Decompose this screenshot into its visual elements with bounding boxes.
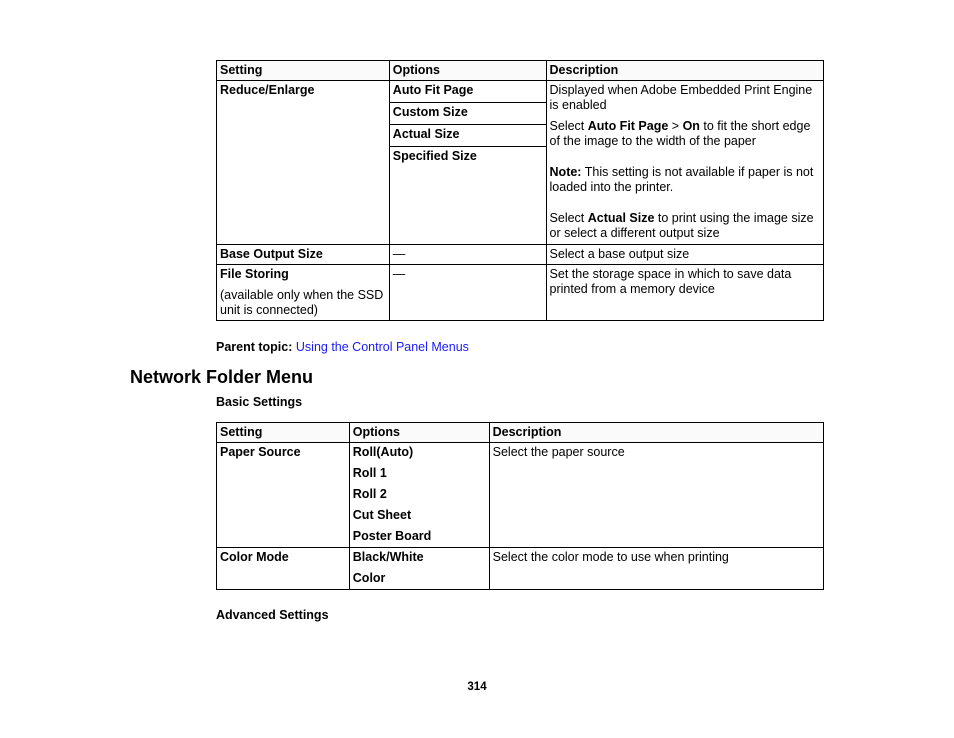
- header-description: Description: [546, 61, 823, 81]
- page-number: 314: [467, 681, 487, 693]
- header-options: Options: [349, 423, 489, 443]
- settings-table-2: [216, 422, 824, 590]
- description-text: Select Auto Fit Page > On to fit the short edge of the image to the width of the paper: [549, 119, 811, 148]
- description-base-output-size: Select a base output size: [546, 245, 823, 265]
- parent-topic: [216, 340, 469, 354]
- setting-paper-source: Paper Source: [217, 443, 350, 548]
- header-description: Description: [489, 423, 823, 443]
- header-setting: Setting: [217, 61, 390, 81]
- table-header-row: [217, 61, 824, 81]
- option-item: Roll 2: [352, 487, 387, 501]
- subheading-basic-settings: Basic Settings: [216, 395, 303, 409]
- parent-topic-label: Parent topic:: [216, 340, 293, 354]
- option-item: Poster Board: [352, 529, 432, 543]
- subheading-advanced-settings: Advanced Settings: [216, 608, 329, 622]
- option-item: Cut Sheet: [352, 508, 412, 522]
- table-row: [217, 265, 824, 321]
- option-item: Roll(Auto): [352, 445, 414, 459]
- setting-reduce-enlarge: Reduce/Enlarge: [217, 81, 390, 245]
- option-item: Custom Size: [390, 103, 546, 125]
- section-heading: Network Folder Menu: [130, 367, 314, 387]
- option-item: Black/White: [352, 550, 424, 564]
- option-dash: —: [389, 245, 546, 265]
- option-item: Specified Size: [392, 149, 477, 163]
- description-text: Select Actual Size to print using the image size or select a different output size: [549, 211, 814, 240]
- header-setting: Setting: [217, 423, 350, 443]
- setting-base-output-size: Base Output Size: [217, 245, 390, 265]
- table-row: [217, 245, 824, 265]
- parent-topic-link[interactable]: Using the Control Panel Menus: [295, 340, 469, 354]
- options-paper-source: [349, 443, 489, 548]
- description-color-mode: Select the color mode to use when printing: [489, 548, 823, 590]
- description-reduce-enlarge: [546, 81, 823, 245]
- table-row: [217, 81, 824, 245]
- note-text: Note: This setting is not available if paper is not loaded into the printer.: [549, 165, 814, 194]
- description-file-storing: Set the storage space in which to save data printed from a memory device: [546, 265, 823, 321]
- option-item: Auto Fit Page: [390, 81, 546, 103]
- description-text: Displayed when Adobe Embedded Print Engine is enabled: [549, 83, 813, 112]
- description-paper-source: Select the paper source: [489, 443, 823, 548]
- table-row: [217, 443, 824, 548]
- options-reduce-enlarge: [389, 81, 546, 245]
- option-item: Actual Size: [390, 125, 546, 147]
- option-dash: —: [389, 265, 546, 321]
- setting-file-storing: File Storing (available only when the SSD unit is connected): [217, 265, 390, 321]
- header-options: Options: [389, 61, 546, 81]
- settings-table-1: [216, 60, 824, 321]
- option-item: Color: [352, 571, 386, 585]
- option-item: Roll 1: [352, 466, 387, 480]
- setting-color-mode: Color Mode: [217, 548, 350, 590]
- table-row: [217, 548, 824, 590]
- options-color-mode: [349, 548, 489, 590]
- table-header-row: [217, 423, 824, 443]
